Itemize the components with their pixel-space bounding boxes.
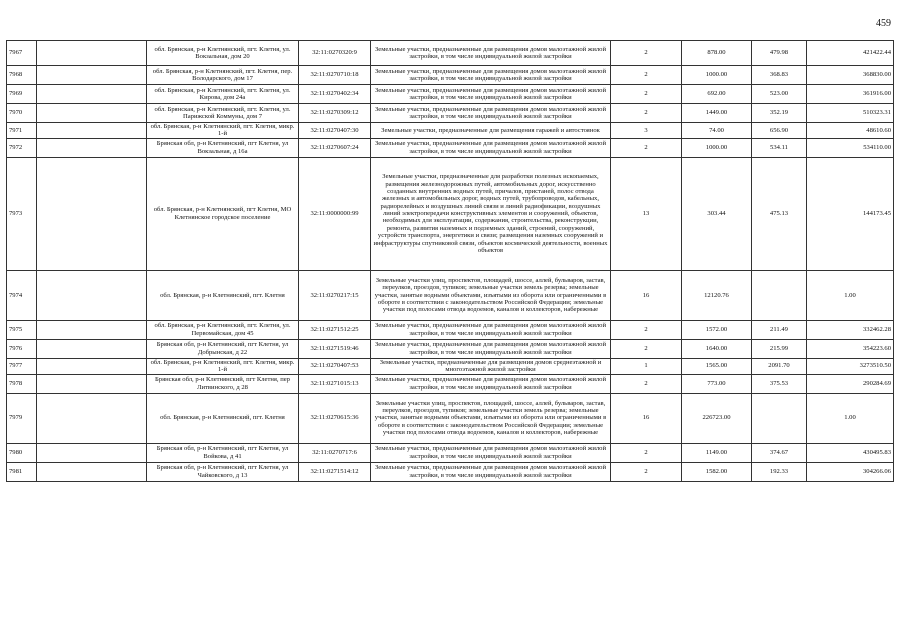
row-number: 7975 (7, 320, 37, 339)
specific-value-cell (752, 393, 807, 443)
use-group-cell: 2 (611, 443, 682, 462)
area-cell: 1149.00 (682, 443, 752, 462)
specific-value-cell: 375.53 (752, 374, 807, 393)
table-row (7, 104, 894, 123)
area-cell: 1565.00 (682, 358, 752, 374)
blank-cell (37, 104, 147, 123)
blank-cell (37, 339, 147, 358)
use-group-cell: 2 (611, 320, 682, 339)
cadastral-value-cell: 361916.00 (807, 85, 894, 104)
specific-value-cell: 192.33 (752, 462, 807, 481)
use-group-cell: 2 (611, 339, 682, 358)
cadastral-value-cell: 368830.00 (807, 66, 894, 85)
cadastral-number-cell: 32:11:0271514:12 (299, 462, 371, 481)
land-use-cell: Земельные участки, предназначенные для размещения домов малоэтажной жилой застройки, в том числе индивидуальной жилой застройки (371, 138, 611, 157)
use-group-cell: 3 (611, 123, 682, 139)
blank-cell (37, 157, 147, 270)
cadastral-number-cell: 32:11:0271512:25 (299, 320, 371, 339)
blank-cell (37, 320, 147, 339)
land-use-cell: Земельные участки, предназначенные для размещения домов малоэтажной жилой застройки, в том числе индивидуальной жилой застройки (371, 85, 611, 104)
use-group-cell: 13 (611, 157, 682, 270)
use-group-cell: 2 (611, 41, 682, 66)
address-cell: обл. Брянская, р-н Клетнянский, пгт. Клетня, микр. 1-й (147, 358, 299, 374)
use-group-cell: 1 (611, 358, 682, 374)
blank-cell (37, 66, 147, 85)
land-use-cell: Земельные участки, предназначенные для разработки полезных ископаемых, размещения железнодорожных путей, автомобильных дорог, искусственно созданных внутренних водных путей, причалов, пристаней, полос отвода железных и автомобильных дорог, водных путей, трубопроводов, кабельных, радиорелейных и воздушных линий связи и линий радиофикации, воздушных линий электропередачи конструктивных элементов и сооружений, объектов, необходимых для эксплуатации, содержания, строительства, реконструкции, ремонта, развития наземных и подземных зданий, строений, сооружений, устройств транспорта, энергетики и связи; размещения наземных сооружений и инфраструктуры спутниковой связи, объектов космической деятельности, военных объектов (371, 157, 611, 270)
cadastral-number-cell: 32:11:0270320:9 (299, 41, 371, 66)
cadastral-value-cell: 1.00 (807, 270, 894, 320)
blank-cell (37, 374, 147, 393)
row-number: 7970 (7, 104, 37, 123)
address-cell: обл. Брянская, р-н Клетнянский, пгт. Клетня (147, 393, 299, 443)
area-cell: 1000.00 (682, 138, 752, 157)
land-use-cell: Земельные участки, предназначенные для размещения домов малоэтажной жилой застройки, в том числе индивидуальной жилой застройки (371, 320, 611, 339)
use-group-cell: 2 (611, 138, 682, 157)
specific-value-cell: 368.83 (752, 66, 807, 85)
land-use-cell: Земельные участки, предназначенные для размещения домов малоэтажной жилой застройки, в том числе индивидуальной жилой застройки (371, 104, 611, 123)
address-cell: обл. Брянская, р-н Клетнянский, пгт. Клетня, ул. Вокзальная, дом 20 (147, 41, 299, 66)
specific-value-cell: 479.98 (752, 41, 807, 66)
cadastral-number-cell: 32:11:0271015:13 (299, 374, 371, 393)
specific-value-cell: 2091.70 (752, 358, 807, 374)
address-cell: обл. Брянская, р-н Клетнянский, пгт. Клетня, ул. Парижской Коммуны, дом 7 (147, 104, 299, 123)
row-number: 7967 (7, 41, 37, 66)
specific-value-cell: 656.90 (752, 123, 807, 139)
area-cell: 1640.00 (682, 339, 752, 358)
table-row (7, 393, 894, 443)
cadastral-number-cell: 32:11:0270402:34 (299, 85, 371, 104)
table-row (7, 320, 894, 339)
page-number: 459 (876, 18, 891, 29)
area-cell: 1449.00 (682, 104, 752, 123)
cadastral-number-cell: 32:11:0270407:30 (299, 123, 371, 139)
cadastral-number-cell: 32:11:0270309:12 (299, 104, 371, 123)
area-cell: 878.00 (682, 41, 752, 66)
cadastral-value-cell: 48610.60 (807, 123, 894, 139)
cadastral-number-cell: 32:11:0271519:46 (299, 339, 371, 358)
blank-cell (37, 393, 147, 443)
land-use-cell: Земельные участки, предназначенные для размещения домов малоэтажной жилой застройки, в том числе индивидуальной жилой застройки (371, 41, 611, 66)
land-use-cell: Земельные участки, предназначенные для размещения домов малоэтажной жилой застройки, в том числе индивидуальной жилой застройки (371, 443, 611, 462)
cadastral-value-cell: 1.00 (807, 393, 894, 443)
land-use-cell: Земельные участки, предназначенные для размещения гаражей и автостоянок (371, 123, 611, 139)
cadastral-value-cell: 332462.28 (807, 320, 894, 339)
blank-cell (37, 443, 147, 462)
address-cell: обл. Брянская, р-н Клетнянский, пгт. Клетня, микр. 1-й (147, 123, 299, 139)
cadastral-value-table (6, 40, 894, 482)
cadastral-number-cell: 32:11:0270407:53 (299, 358, 371, 374)
use-group-cell: 2 (611, 462, 682, 481)
specific-value-cell: 352.19 (752, 104, 807, 123)
table-row (7, 374, 894, 393)
cadastral-value-cell: 421422.44 (807, 41, 894, 66)
blank-cell (37, 358, 147, 374)
row-number: 7969 (7, 85, 37, 104)
address-cell: Брянская обл, р-н Клетнянский, пгт Клетня, ул Добрынская, д 22 (147, 339, 299, 358)
row-number: 7973 (7, 157, 37, 270)
address-cell: Брянская обл, р-н Клетнянский, пгт Клетня, ул Вокзальная, д 16а (147, 138, 299, 157)
use-group-cell: 16 (611, 270, 682, 320)
use-group-cell: 2 (611, 374, 682, 393)
cadastral-number-cell: 32:11:0270217:15 (299, 270, 371, 320)
cadastral-value-cell: 290284.69 (807, 374, 894, 393)
table-row (7, 85, 894, 104)
table-row (7, 443, 894, 462)
row-number: 7980 (7, 443, 37, 462)
blank-cell (37, 138, 147, 157)
row-number: 7981 (7, 462, 37, 481)
address-cell: обл. Брянская, р-н Клетнянский, пгт. Клетня, пер. Володарского, дом 17 (147, 66, 299, 85)
use-group-cell: 2 (611, 104, 682, 123)
land-use-cell: Земельные участки, предназначенные для размещения домов малоэтажной жилой застройки, в том числе индивидуальной жилой застройки (371, 462, 611, 481)
specific-value-cell: 211.49 (752, 320, 807, 339)
table-row (7, 358, 894, 374)
cadastral-number-cell: 32:11:0000000:99 (299, 157, 371, 270)
cadastral-number-cell: 32:11:0270607:24 (299, 138, 371, 157)
table-row (7, 138, 894, 157)
land-use-cell: Земельные участки, предназначенные для размещения домов среднеэтажной и многоэтажной жилой застройки (371, 358, 611, 374)
cadastral-value-cell: 510323.31 (807, 104, 894, 123)
address-cell: обл. Брянская, р-н Клетнянский, пгт. Клетня (147, 270, 299, 320)
table-row (7, 41, 894, 66)
blank-cell (37, 41, 147, 66)
address-cell: обл. Брянская, р-н Клетнянский, пгт Клетня, МО Клетнянское городское поселение (147, 157, 299, 270)
cadastral-value-cell: 534110.00 (807, 138, 894, 157)
row-number: 7977 (7, 358, 37, 374)
area-cell: 74.00 (682, 123, 752, 139)
row-number: 7968 (7, 66, 37, 85)
specific-value-cell: 523.00 (752, 85, 807, 104)
specific-value-cell: 534.11 (752, 138, 807, 157)
area-cell: 773.00 (682, 374, 752, 393)
cadastral-value-cell: 304266.06 (807, 462, 894, 481)
land-use-cell: Земельные участки улиц, проспектов, площадей, шоссе, аллей, бульваров, застав, переулков, проездов, тупиков; земельные участки земель резерва; земельные участки, занятые водными объектами, изъятыми из оборота или ограниченными в обороте в соответствии с законодательством Российской Федерации; земельные участки под полосами отвода водоемов, каналов и коллекторов, набережные (371, 270, 611, 320)
row-number: 7976 (7, 339, 37, 358)
row-number: 7979 (7, 393, 37, 443)
specific-value-cell: 475.13 (752, 157, 807, 270)
specific-value-cell: 215.99 (752, 339, 807, 358)
address-cell: обл. Брянская, р-н Клетнянский, пгт. Клетня, ул. Первомайская, дом 45 (147, 320, 299, 339)
blank-cell (37, 123, 147, 139)
area-cell: 1000.00 (682, 66, 752, 85)
cadastral-value-cell: 3273510.50 (807, 358, 894, 374)
table-row (7, 157, 894, 270)
area-cell: 1572.00 (682, 320, 752, 339)
blank-cell (37, 462, 147, 481)
specific-value-cell (752, 270, 807, 320)
blank-cell (37, 85, 147, 104)
address-cell: Брянская обл, р-н Клетнянский, пгт Клетня, пер Литвинского, д 28 (147, 374, 299, 393)
table-row (7, 123, 894, 139)
cadastral-value-cell: 430495.83 (807, 443, 894, 462)
land-use-cell: Земельные участки, предназначенные для размещения домов малоэтажной жилой застройки, в том числе индивидуальной жилой застройки (371, 339, 611, 358)
use-group-cell: 2 (611, 66, 682, 85)
area-cell: 303.44 (682, 157, 752, 270)
table-row (7, 270, 894, 320)
use-group-cell: 2 (611, 85, 682, 104)
table-row (7, 339, 894, 358)
row-number: 7974 (7, 270, 37, 320)
table-row (7, 462, 894, 481)
row-number: 7978 (7, 374, 37, 393)
land-use-cell: Земельные участки улиц, проспектов, площадей, шоссе, аллей, бульваров, застав, переулков, проездов, тупиков; земельные участки земель резерва; земельные участки, занятые водными объектами, изъятыми из оборота или ограниченными в обороте в соответствии с законодательством Российской Федерации; земельные участки под полосами отвода водоемов, каналов и коллекторов, набережные (371, 393, 611, 443)
land-use-cell: Земельные участки, предназначенные для размещения домов малоэтажной жилой застройки, в том числе индивидуальной жилой застройки (371, 66, 611, 85)
blank-cell (37, 270, 147, 320)
cadastral-number-cell: 32:11:0270717:6 (299, 443, 371, 462)
address-cell: Брянская обл, р-н Клетнянский, пгт Клетня, ул Чайковского, д 13 (147, 462, 299, 481)
area-cell: 226723.00 (682, 393, 752, 443)
cadastral-number-cell: 32:11:0270615:36 (299, 393, 371, 443)
land-use-cell: Земельные участки, предназначенные для размещения домов малоэтажной жилой застройки, в том числе индивидуальной жилой застройки (371, 374, 611, 393)
use-group-cell: 16 (611, 393, 682, 443)
table-row (7, 66, 894, 85)
cadastral-value-cell: 354223.60 (807, 339, 894, 358)
cadastral-value-cell: 144173.45 (807, 157, 894, 270)
cadastral-number-cell: 32:11:0270710:18 (299, 66, 371, 85)
row-number: 7971 (7, 123, 37, 139)
row-number: 7972 (7, 138, 37, 157)
area-cell: 692.00 (682, 85, 752, 104)
area-cell: 12120.76 (682, 270, 752, 320)
address-cell: Брянская обл, р-н Клетнянский, пгт Клетня, ул Войкова, д 41 (147, 443, 299, 462)
specific-value-cell: 374.67 (752, 443, 807, 462)
address-cell: обл. Брянская, р-н Клетнянский, пгт. Клетня, ул. Кирова, дом 24а (147, 85, 299, 104)
area-cell: 1582.00 (682, 462, 752, 481)
